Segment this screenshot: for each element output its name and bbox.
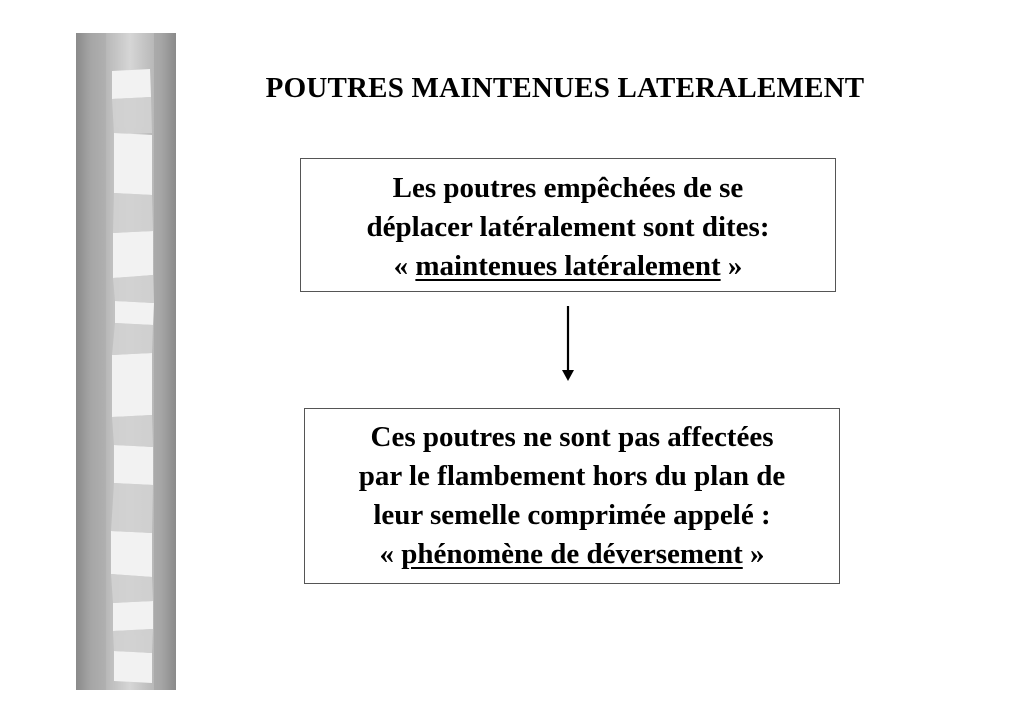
consequence-box [304, 408, 840, 584]
definition-line-2: déplacer latéralement sont dites: [366, 211, 770, 243]
quote-open: « [393, 250, 416, 282]
term-deversement: phénomène de déversement [401, 538, 743, 570]
definition-box [300, 158, 836, 292]
definition-line-3 [301, 247, 835, 286]
quote-close: » [720, 250, 743, 282]
decorative-strip [76, 33, 176, 690]
term-maintenues: maintenues latéralement [415, 250, 721, 282]
quote-close: » [742, 538, 765, 570]
consequence-line-3: leur semelle comprimée appelé : [373, 499, 771, 531]
page-title: POUTRES MAINTENUES LATERALEMENT [265, 72, 865, 104]
consequence-line-2: par le flambement hors du plan de [358, 460, 786, 492]
consequence-line-1: Ces poutres ne sont pas affectées [370, 421, 774, 453]
arrow-down-icon [558, 306, 578, 382]
quote-open: « [379, 538, 402, 570]
consequence-line-4 [305, 535, 839, 574]
definition-line-1: Les poutres empêchées de se [392, 172, 744, 204]
